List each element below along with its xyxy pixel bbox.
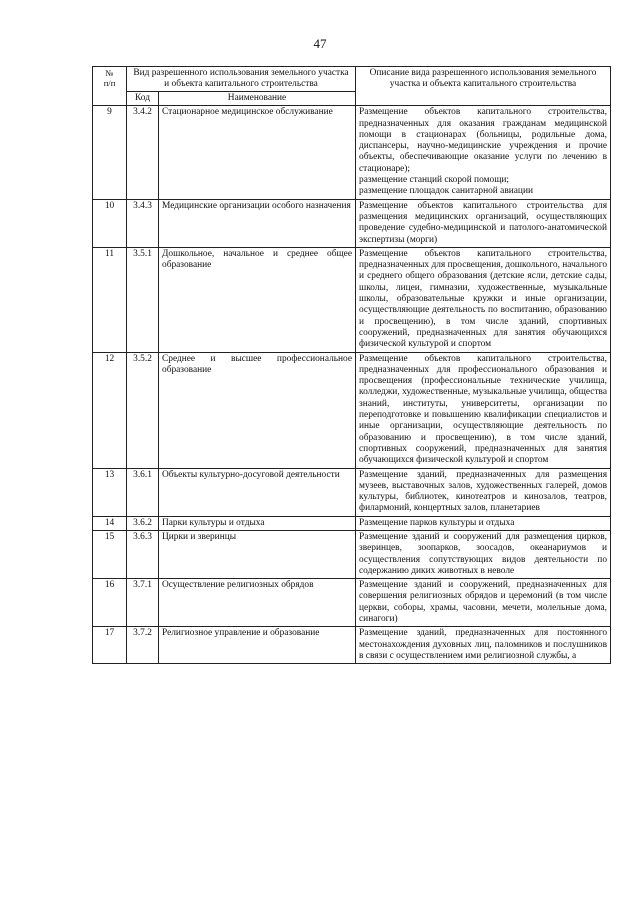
- use-description: [356, 468, 611, 516]
- description-paragraph: Размещение объектов капитального строительства, предназначенных для оказания гражданам медицинской помощи в стационарах (больницы, родильные дома, диспансеры, научно-медицинские учреждения и прочие объекты, обеспечивающие оказание услуги по лечению в стационаре);: [359, 107, 608, 174]
- row-number: 17: [93, 627, 127, 664]
- header-number: № п/п: [93, 67, 127, 106]
- use-description: [356, 247, 611, 352]
- table-row: [93, 106, 611, 199]
- use-code: 3.6.2: [127, 516, 159, 530]
- table-row: [93, 352, 611, 468]
- use-name: Медицинские организации особого назначения: [159, 199, 356, 247]
- use-description: [356, 199, 611, 247]
- use-description: [356, 516, 611, 530]
- use-name: Религиозное управление и образование: [159, 627, 356, 664]
- table-body: [93, 106, 611, 664]
- use-name: Осуществление религиозных обрядов: [159, 579, 356, 627]
- row-number: 12: [93, 352, 127, 468]
- table-row: [93, 247, 611, 352]
- table-header-row: [93, 67, 611, 92]
- use-description: [356, 106, 611, 199]
- description-paragraph: Размещение зданий, предназначенных для размещения музеев, выставочных залов, художественных галерей, домов культуры, библиотек, кинотеатров и кинозалов, театров, филармоний, концертных залов, планетариев: [359, 469, 608, 514]
- use-code: 3.6.1: [127, 468, 159, 516]
- use-name: Среднее и высшее профессиональное образование: [159, 352, 356, 468]
- use-description: [356, 530, 611, 578]
- use-code: 3.5.2: [127, 352, 159, 468]
- use-code: 3.5.1: [127, 247, 159, 352]
- description-paragraph: Размещение зданий и сооружений, предназначенных для совершения религиозных обрядов и церемоний (в том числе церкви, соборы, храмы, часовни, мечети, молельные дома, синагоги): [359, 580, 608, 625]
- row-number: 13: [93, 468, 127, 516]
- use-code: 3.4.3: [127, 199, 159, 247]
- land-use-table: [92, 66, 611, 664]
- description-paragraph: размещение площадок санитарной авиации: [359, 186, 533, 197]
- use-code: 3.4.2: [127, 106, 159, 199]
- description-paragraph: Размещение зданий, предназначенных для постоянного местонахождения духовных лиц, паломников и послушников в связи с осуществлением ими религиозной службы, а: [359, 628, 608, 661]
- description-paragraph: Размещение объектов капитального строительства для размещения медицинских организаций, осуществляющих проведение судебно-медицинской и патолого-анатомической экспертизы (морги): [359, 200, 608, 245]
- row-number: 10: [93, 199, 127, 247]
- table-row: [93, 199, 611, 247]
- page-number: 47: [313, 36, 327, 51]
- table-row: [93, 530, 611, 578]
- use-description: [356, 352, 611, 468]
- row-number: 9: [93, 106, 127, 199]
- table-row: [93, 627, 611, 664]
- use-code: 3.6.3: [127, 530, 159, 578]
- description-paragraph: Размещение зданий и сооружений для размещения цирков, зверинцев, зоопарков, зоосадов, океанариумов и осуществления сопутствующих видов деятельности по содержанию диких животных в неволе: [359, 531, 608, 576]
- use-name: Стационарное медицинское обслуживание: [159, 106, 356, 199]
- table-row: [93, 516, 611, 530]
- row-number: 16: [93, 579, 127, 627]
- use-description: [356, 627, 611, 664]
- header-name: Наименование: [159, 92, 356, 106]
- header-code: Код: [127, 92, 159, 106]
- header-description: Описание вида разрешенного использования земельного участка и объекта капитального строительства: [356, 67, 611, 106]
- description-paragraph: Размещение объектов капитального строительства, предназначенных для просвещения, дошкольного, начального и среднего общего образования (детские ясли, детские сады, школы, лицеи, гимназии, художественные, музыкальные школы, образовательные кружки и иные организации, осуществляющие деятельность по воспитанию, образованию и просвещению), в том числе зданий, спортивных сооружений, предназначенных для занятия обучающихся физической культурой и спортом: [359, 248, 608, 350]
- description-paragraph: Размещение парков культуры и отдыха: [359, 517, 515, 528]
- use-name: Цирки и зверинцы: [159, 530, 356, 578]
- use-name: Парки культуры и отдыха: [159, 516, 356, 530]
- row-number: 14: [93, 516, 127, 530]
- row-number: 15: [93, 530, 127, 578]
- header-use-type: Вид разрешенного использования земельного участка и объекта капитального строительства: [127, 67, 356, 92]
- table-row: [93, 579, 611, 627]
- use-description: [356, 579, 611, 627]
- description-paragraph: размещение станций скорой помощи;: [359, 175, 510, 186]
- use-name: Объекты культурно-досуговой деятельности: [159, 468, 356, 516]
- row-number: 11: [93, 247, 127, 352]
- use-code: 3.7.2: [127, 627, 159, 664]
- table-row: [93, 468, 611, 516]
- use-name: Дошкольное, начальное и среднее общее образование: [159, 247, 356, 352]
- description-paragraph: Размещение объектов капитального строительства, предназначенных для профессионального образования и просвещения (профессиональные технические училища, колледжи, художественные, музыкальные училища, общества знаний, институты, университеты, организации по переподготовке и повышению квалификации специалистов и иные организации, осуществляющие деятельность по образованию и просвещению), в том числе зданий, спортивных сооружений, предназначенных для занятия обучающихся физической культурой и спортом: [359, 353, 608, 466]
- use-code: 3.7.1: [127, 579, 159, 627]
